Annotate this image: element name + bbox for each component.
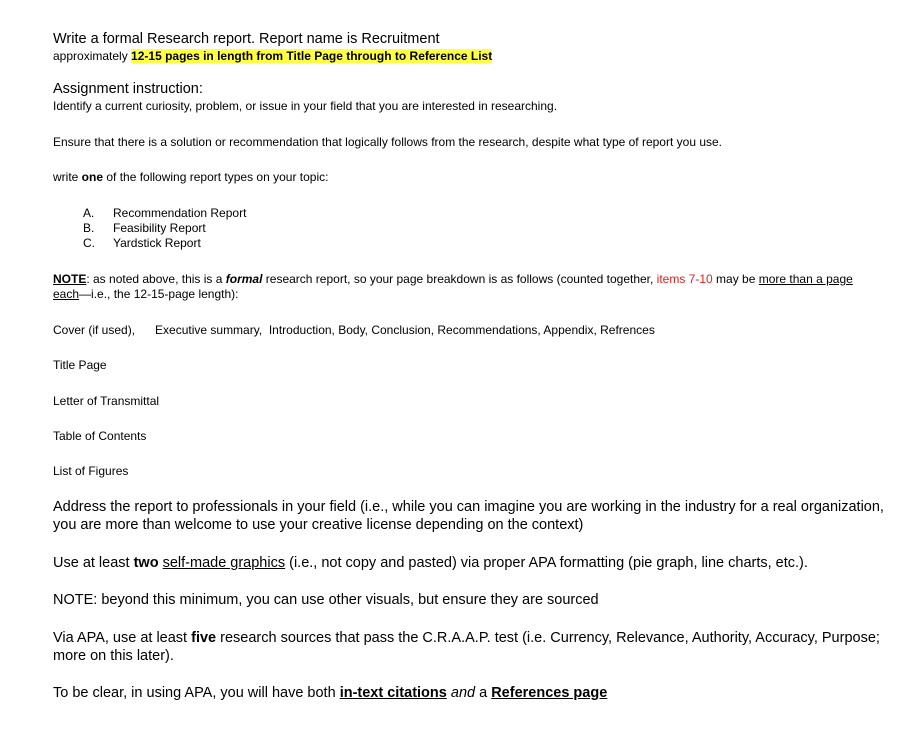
items-range: items 7-10 (656, 272, 713, 286)
write-one-text: write one of the following report types on your topic: (53, 170, 329, 184)
report-type-recommendation: Recommendation Report (113, 206, 247, 220)
table-of-contents-item: Table of Contents (53, 429, 147, 443)
note-paragraph-continued: each—i.e., the 12-15-page length): (53, 287, 239, 301)
section-list: Cover (if used), Executive summary, Introduction, Body, Conclusion, Recommendations, Appendix, Refrences (53, 323, 655, 337)
report-type-marker: C. (83, 236, 95, 250)
address-paragraph-line2: you are more than welcome to use your creative license depending on the context) (53, 517, 584, 533)
ensure-text: Ensure that there is a solution or recommendation that logically follows from the research, despite what type of report you use. (53, 135, 723, 149)
write-one-bold: one (81, 170, 104, 184)
report-type-marker: A. (83, 206, 95, 220)
note-paragraph: NOTE: as noted above, this is a formal research report, so your page breakdown is as follows (counted together, items 7-10 may be more than a page (53, 272, 853, 286)
sources-requirement-line2: more on this later). (53, 648, 174, 664)
address-paragraph-line1: Address the report to professionals in your field (i.e., while you can imagine you are working in the industry for a real organization, (53, 499, 884, 515)
note-label: NOTE (53, 272, 87, 286)
report-type-feasibility: Feasibility Report (113, 221, 206, 235)
apa-paragraph: To be clear, in using APA, you will have both in-text citations and a References page (53, 685, 608, 701)
more-than-a-page: more than a page (758, 272, 853, 286)
graphics-requirement: Use at least two self-made graphics (i.e., not copy and pasted) via proper APA formatting (pie graph, line charts, etc.). (53, 555, 808, 571)
identify-text: Identify a current curiosity, problem, or issue in your field that you are interested in researching. (53, 99, 558, 113)
report-type-yardstick: Yardstick Report (113, 236, 201, 250)
five-bold: five (191, 630, 217, 646)
self-made-graphics: self-made graphics (162, 555, 286, 571)
in-text-citations: in-text citations (339, 685, 447, 701)
length-requirement: approximately 12-15 pages in length from Title Page through to Reference List (53, 49, 493, 63)
two-bold: two (133, 555, 159, 571)
sources-requirement-line1: Via APA, use at least five research sources that pass the C.R.A.A.P. test (i.e. Currency, Relevance, Authority, Accuracy, Purpose; (53, 630, 880, 646)
report-type-marker: B. (83, 221, 95, 235)
visuals-note: NOTE: beyond this minimum, you can use other visuals, but ensure they are sourced (53, 592, 599, 608)
and-italic: and (450, 685, 476, 701)
formal-emphasis: formal (225, 272, 263, 286)
title-page-item: Title Page (53, 358, 107, 372)
list-of-figures-item: List of Figures (53, 464, 129, 478)
length-highlight: 12-15 pages in length from Title Page through to Reference List (131, 49, 493, 63)
letter-of-transmittal-item: Letter of Transmittal (53, 394, 160, 408)
references-page: References page (491, 685, 608, 701)
report-title: Write a formal Research report. Report name is Recruitment (53, 31, 440, 47)
each-underlined: each (53, 287, 80, 301)
instruction-heading: Assignment instruction: (53, 81, 203, 97)
